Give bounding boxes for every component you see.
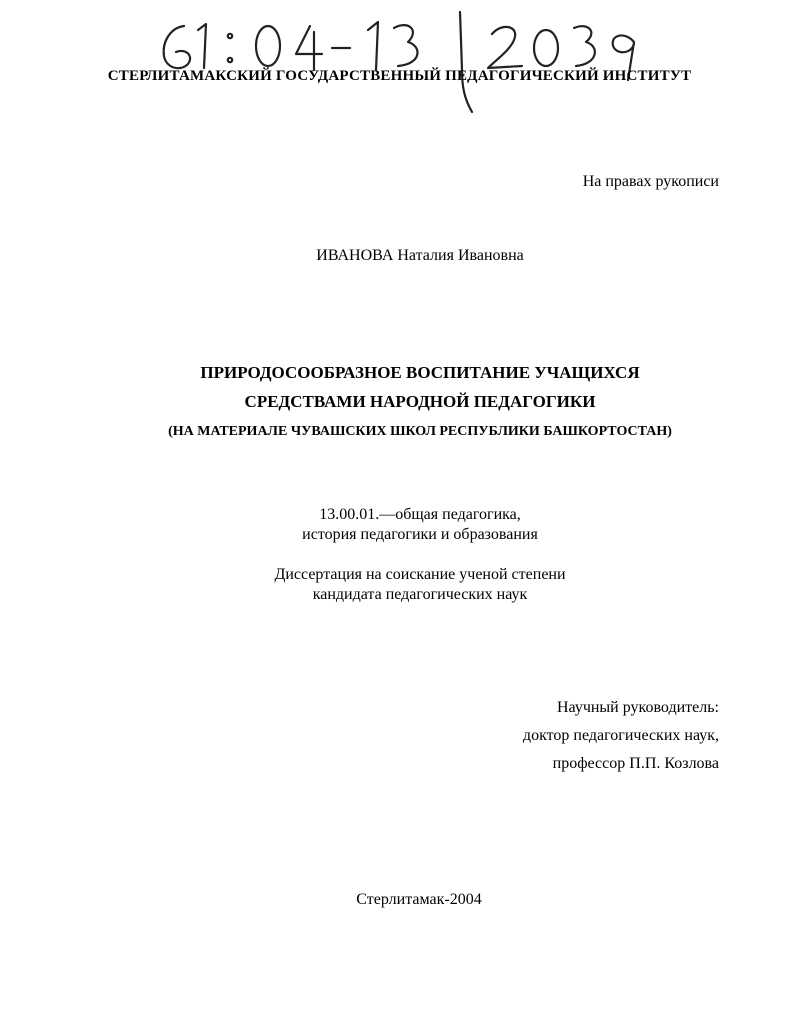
supervisor-line-3: профессор П.П. Козлова bbox=[552, 755, 719, 772]
supervisor-block bbox=[523, 694, 719, 778]
dissertation-title-line-1: ПРИРОДОСООБРАЗНОЕ ВОСПИТАНИЕ УЧАЩИХСЯ bbox=[200, 363, 640, 382]
handwritten-code-drawing bbox=[150, 8, 670, 118]
specialty-block bbox=[0, 505, 799, 545]
author-name: ИВАНОВА Наталия Ивановна bbox=[316, 247, 524, 264]
handwritten-archive-code bbox=[150, 8, 670, 118]
supervisor-line-1: Научный руководитель: bbox=[556, 699, 719, 716]
rights-note: На правах рукописи bbox=[582, 173, 719, 190]
institute-name: СТЕРЛИТАМАКСКИЙ ГОСУДАРСТВЕННЫЙ ПЕДАГОГИЧЕСКИЙ ИНСТИТУТ bbox=[107, 68, 692, 84]
degree-block bbox=[0, 565, 799, 605]
supervisor-line-2: доктор педагогических наук, bbox=[522, 727, 719, 744]
dissertation-subtitle: (НА МАТЕРИАЛЕ ЧУВАШСКИХ ШКОЛ РЕСПУБЛИКИ БАШКОРТОСТАН) bbox=[168, 424, 672, 439]
degree-line-2: кандидата педагогических наук bbox=[312, 586, 528, 603]
degree-line-1: Диссертация на соискание ученой степени bbox=[274, 566, 566, 583]
specialty-line-2: история педагогики и образования bbox=[302, 526, 538, 543]
city-year: Стерлитамак-2004 bbox=[356, 891, 482, 908]
dissertation-title-line-2: СРЕДСТВАМИ НАРОДНОЙ ПЕДАГОГИКИ bbox=[244, 392, 596, 411]
specialty-line-1: 13.00.01.—общая педагогика, bbox=[319, 506, 521, 523]
